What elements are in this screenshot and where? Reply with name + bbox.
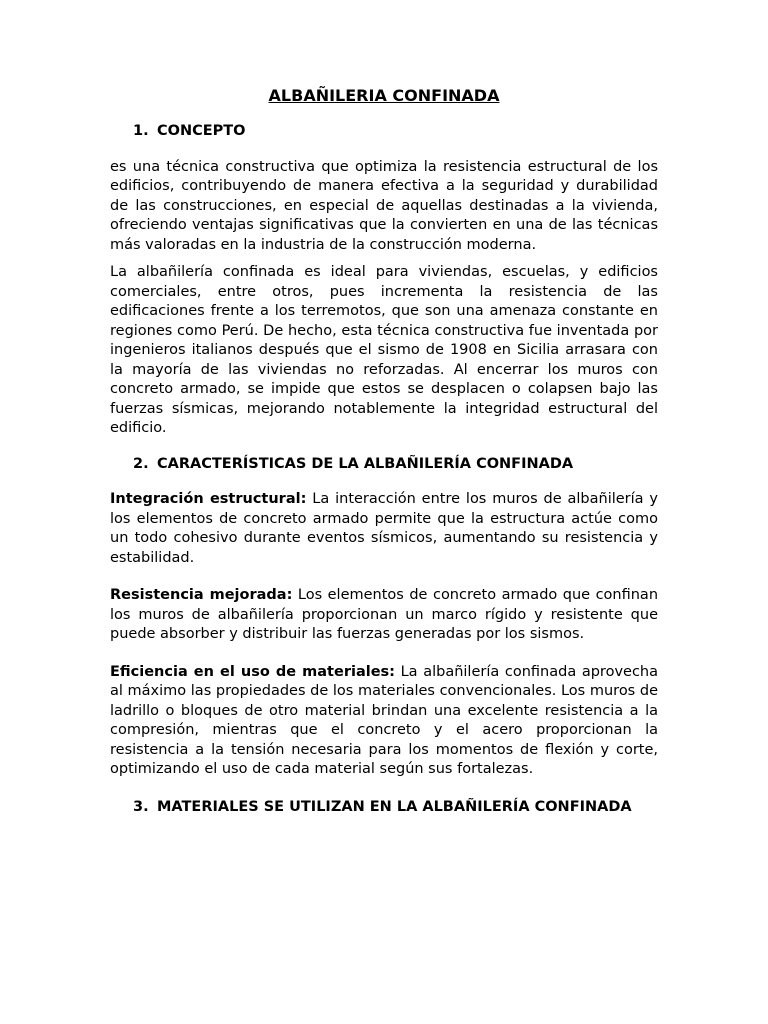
characteristic-lead: Eficiencia en el uso de materiales:	[110, 663, 395, 680]
section-title: MATERIALES SE UTILIZAN EN LA ALBAÑILERÍA CONFINADA	[157, 798, 632, 815]
section-heading-materiales	[110, 798, 658, 818]
characteristic-text: La interacción entre los muros de albañilería y los elementos de concreto armado permite que la estructura actúe como un todo cohesivo durante eventos sísmicos, aumentando su resistencia y estabilidad.	[110, 491, 658, 566]
section-number: 1.	[133, 123, 149, 139]
section-number: 2.	[133, 455, 149, 472]
characteristic-text: La albañilería confinada aprovecha al máximo las propiedades de los materiales convencionales. Los muros de ladrillo o bloques de otro material brindan una excelente resistencia a la compresión, mientras que el concreto y el acero proporcionan la resistencia a la tensión necesaria para los momentos de flexión y corte, optimizando el uso de cada material según sus fortalezas.	[110, 663, 658, 777]
paragraph: es una técnica constructiva que optimiza la resistencia estructural de los edificios, contribuyendo de manera efectiva a la seguridad y durabilidad de las construcciones, en especial de aquellas destinadas a la vivienda, ofreciendo ventajas significativas que la convierten en una de las técnicas más valoradas en la industria de la construcción moderna.	[110, 158, 658, 253]
paragraph: La albañilería confinada es ideal para viviendas, escuelas, y edificios comerciales, entre otros, pues incrementa la resistencia de las edificaciones frente a los terremotos, que son una amenaza constante en regiones como Perú. De hecho, esta técnica constructiva fue inventada por ingenieros italianos después que el sismo de 1908 en Sicilia arrasara con la mayoría de las viviendas no reforzadas. Al encerrar los muros con concreto armado, se impide que estos se desplacen o colapsen bajo las fuerzas sísmicas, mejorando notablemente la integridad estructural del edificio.	[110, 264, 658, 436]
section-number: 3.	[133, 798, 149, 815]
section-title: CARACTERÍSTICAS DE LA ALBAÑILERÍA CONFINADA	[157, 455, 574, 472]
section-title: CONCEPTO	[157, 123, 246, 139]
section-heading-caracteristicas	[110, 455, 658, 475]
characteristic-item	[110, 663, 658, 780]
characteristic-item	[110, 490, 658, 568]
characteristic-item	[110, 586, 658, 645]
document-title: ALBAÑILERIA CONFINADA	[268, 86, 500, 105]
characteristic-lead: Integración estructural:	[110, 491, 307, 507]
characteristic-lead: Resistencia mejorada:	[110, 587, 293, 603]
section-heading-concepto	[110, 122, 658, 142]
characteristic-text: Los elementos de concreto armado que confinan los muros de albañilería proporcionan un marco rígido y resistente que puede absorber y distribuir las fuerzas generadas por los sismos.	[110, 587, 659, 642]
